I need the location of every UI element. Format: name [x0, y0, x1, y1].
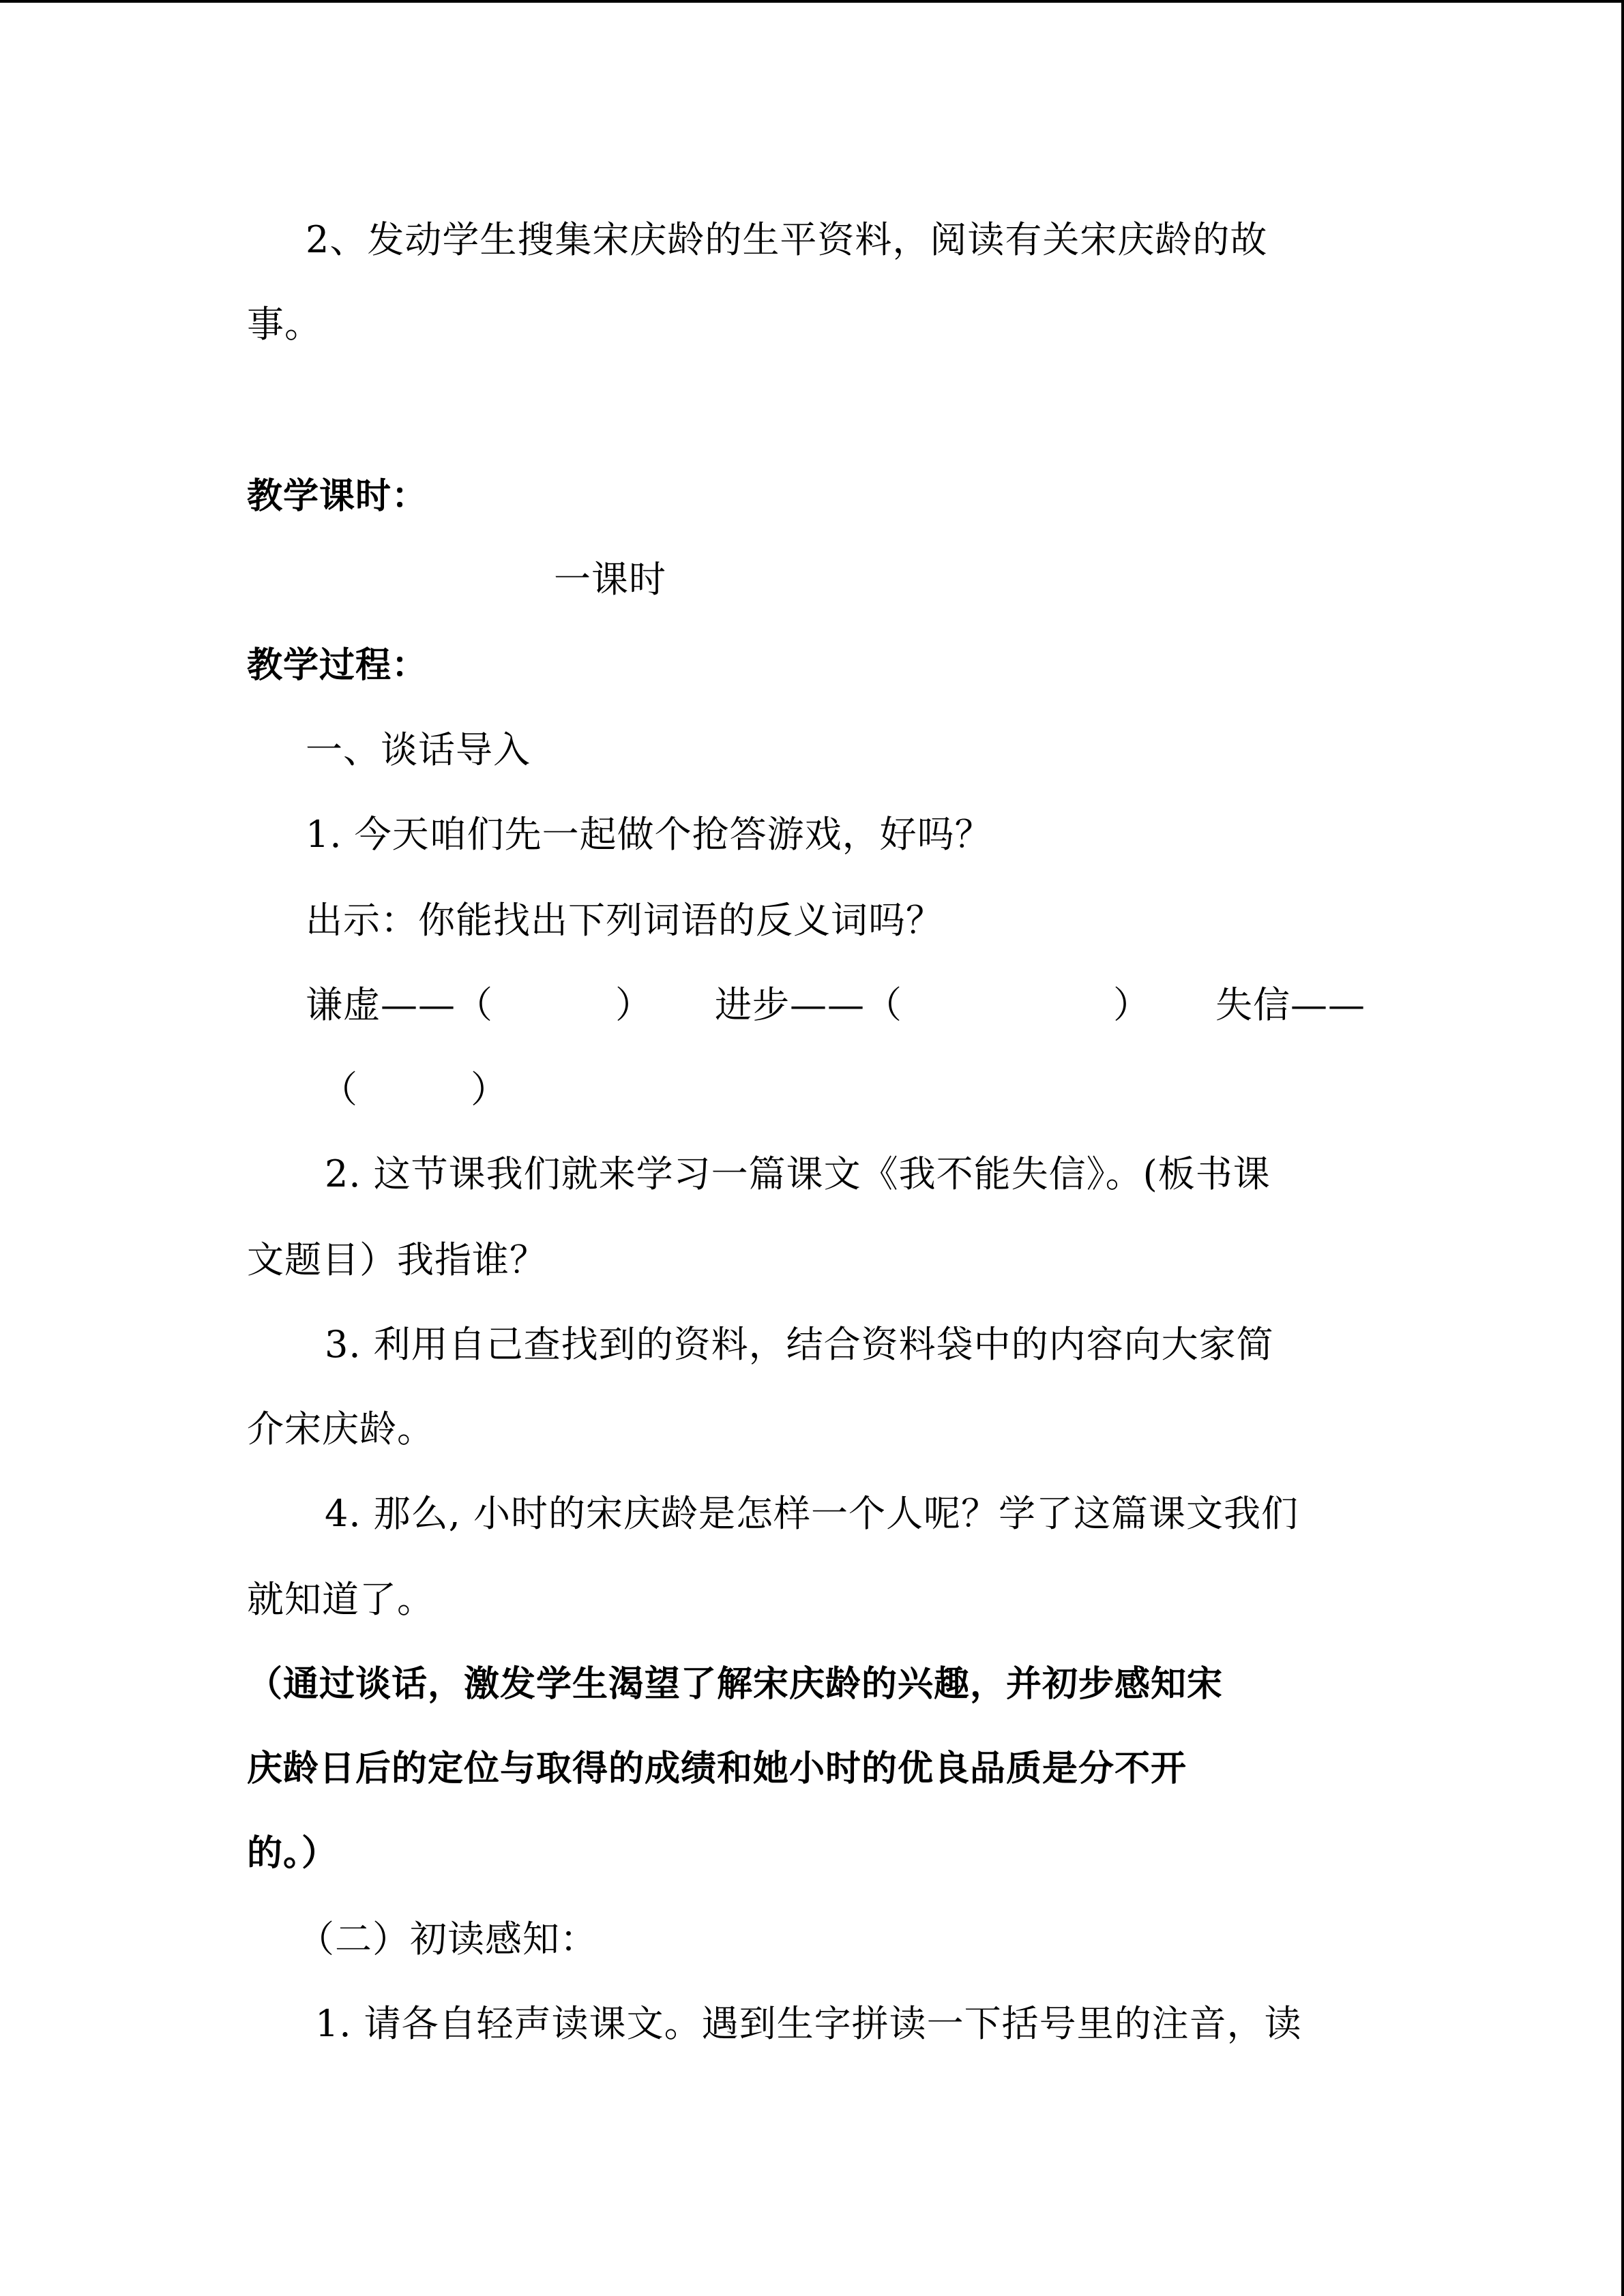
- subsection-heading: 一、谈话导入: [306, 728, 531, 771]
- subsection-heading: （二）初读感知：: [297, 1918, 597, 1960]
- antonym-close-2: ）: [1113, 983, 1151, 1026]
- paragraph-line: 事。: [247, 303, 322, 346]
- annotation-line: 庆龄日后的定位与取得的成绩和她小时的优良品质是分不开: [247, 1748, 1187, 1789]
- antonym-close-3: ）: [471, 1068, 508, 1111]
- paragraph-line: 3. 利用自己查找到的资料，结合资料袋中的内容向大家简: [325, 1323, 1274, 1366]
- antonym-item-2: 进步——（: [715, 983, 902, 1026]
- paragraph-line: 4. 那么, 小时的宋庆龄是怎样一个人呢？学了这篇课文我们: [325, 1492, 1299, 1535]
- paragraph-line: 2. 这节课我们就来学习一篇课文《我不能失信》。(板书课: [325, 1152, 1271, 1195]
- page-border-top: [0, 0, 1624, 3]
- annotation-line: （通过谈话，激发学生渴望了解宋庆龄的兴趣，并初步感知宋: [247, 1664, 1224, 1705]
- antonym-item-1: 谦虚——（: [306, 983, 493, 1026]
- paragraph-line: 1. 请各自轻声读课文。遇到生字拼读一下括号里的注音，读: [315, 2002, 1302, 2045]
- antonym-item-3: 失信——: [1215, 983, 1365, 1026]
- paragraph-line: 就知道了。: [247, 1578, 434, 1621]
- antonym-open-3: （: [321, 1068, 358, 1111]
- section-heading-teaching-process: 教学过程：: [247, 645, 428, 686]
- paragraph-line: 文题目）我指谁？: [247, 1238, 547, 1281]
- paragraph-line: 介宋庆龄。: [247, 1407, 434, 1450]
- paragraph-line: 出示：你能找出下列词语的反义词吗？: [306, 899, 943, 942]
- section-heading-lesson-hours: 教学课时：: [247, 476, 428, 517]
- lesson-hours-value: 一课时: [554, 558, 666, 601]
- page-border-right: [1621, 0, 1624, 2296]
- antonym-close-1: ）: [615, 983, 653, 1026]
- annotation-line: 的。）: [247, 1833, 338, 1874]
- paragraph-line: 1. 今天咱们先一起做个抢答游戏，好吗？: [306, 813, 992, 856]
- paragraph-line: 2、发动学生搜集宋庆龄的生平资料，阅读有关宋庆龄的故: [306, 218, 1268, 261]
